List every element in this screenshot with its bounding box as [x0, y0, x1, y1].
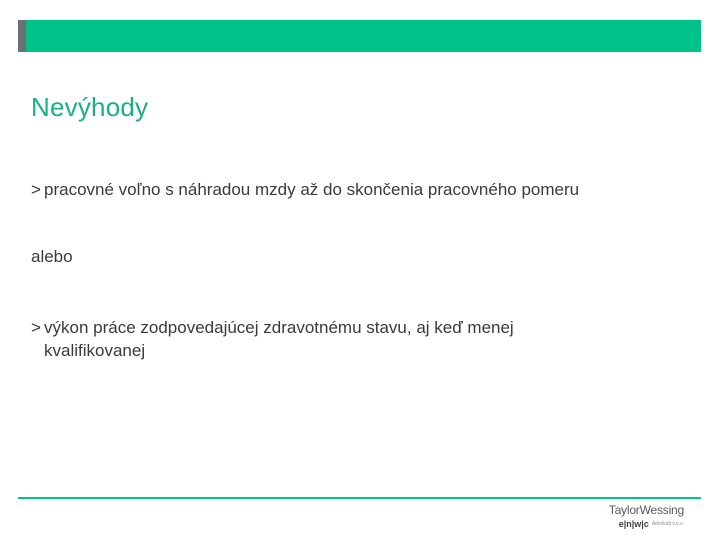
company-logo — [609, 503, 684, 529]
bullet-text-continuation: kvalifikovanej — [44, 341, 146, 360]
bullet-marker-icon: > — [31, 318, 41, 337]
logo-brand: e|n|w|c — [618, 519, 649, 529]
bullet-item — [31, 178, 579, 201]
connector-text: alebo — [31, 247, 73, 266]
slide-title: Nevýhody — [31, 92, 149, 122]
bullet-item — [31, 316, 671, 362]
logo-tagline: Advokáti v.o.s. — [651, 521, 684, 527]
bullet-marker-icon: > — [31, 180, 41, 199]
header-bar-accent — [18, 20, 26, 52]
bullet-text: pracovné voľno s náhradou mzdy až do skončenia pracovného pomeru — [44, 180, 580, 199]
bullet-text: výkon práce zodpovedajúcej zdravotnému stavu, aj keď menej — [44, 318, 514, 337]
logo-subline — [609, 519, 684, 529]
footer-divider — [18, 497, 701, 499]
header-bar — [26, 20, 701, 52]
logo-wordmark: TaylorWessing — [608, 503, 684, 517]
